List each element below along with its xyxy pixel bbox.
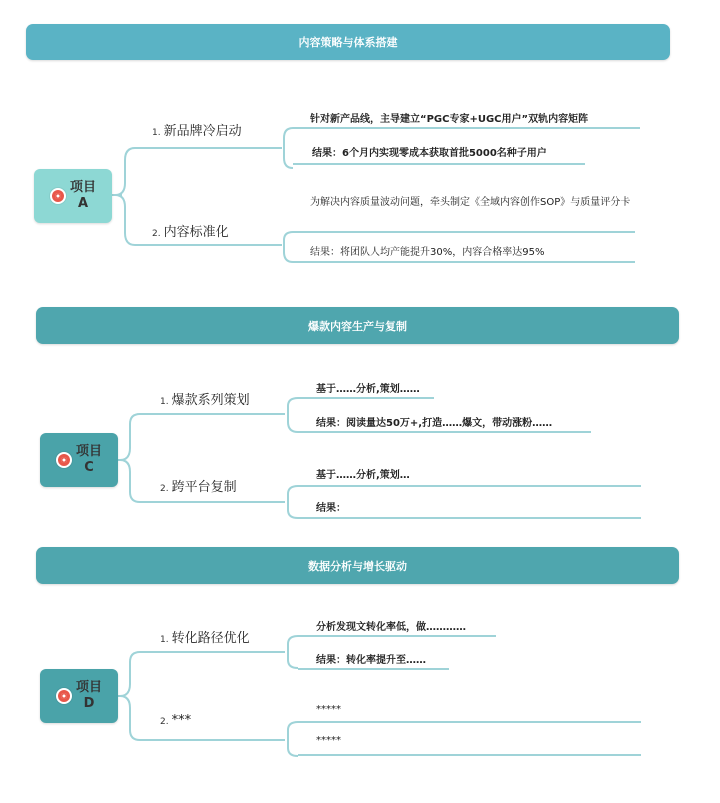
- section-banner-a: [26, 24, 670, 60]
- hub-label-line2: D: [83, 696, 95, 711]
- leaf-text: 针对新产品线，主导建立“PGC专家+UGC用户”双轨内容矩阵: [310, 114, 589, 125]
- branch-text: 新品牌冷启动: [163, 124, 242, 139]
- section-banner-d: [36, 547, 679, 584]
- leaf-text: 结果：: [316, 503, 346, 514]
- branch-number: 1.: [152, 128, 161, 138]
- leaf-text: 基于……分析,策划…: [316, 470, 410, 481]
- branch-text: 内容标准化: [163, 225, 229, 240]
- branch-label: [160, 627, 250, 646]
- leaf-text: 结果：阅读量达50万+,打造……爆文，带动涨粉……: [316, 418, 553, 429]
- branch-number: 1.: [160, 635, 169, 645]
- leaf-underline: [298, 721, 641, 723]
- leaf-underline: [298, 754, 641, 756]
- leaf-text: 结果：将团队人均产能提升30%，内容合格率达95%: [310, 247, 545, 258]
- target-icon: [56, 688, 72, 704]
- leaf-text: 分析发现文转化率低，做…………: [316, 622, 466, 633]
- branch-label: [152, 120, 242, 139]
- branch-number: 2.: [152, 229, 161, 239]
- branch-number: 2.: [160, 717, 169, 727]
- hub-label-line1: 项目: [75, 680, 102, 695]
- branch-text: ***: [171, 713, 192, 728]
- section-title: 内容策略与体系搭建: [298, 36, 398, 49]
- project-hub-d: [40, 669, 118, 723]
- branch-number: 2.: [160, 484, 169, 494]
- leaf-underline: [298, 668, 449, 670]
- hub-label-line1: 项目: [69, 180, 96, 195]
- section-banner-c: [36, 307, 679, 344]
- branch-label: [152, 221, 229, 240]
- leaf-text: 结果：转化率提升至……: [316, 655, 426, 666]
- branch-label: [160, 476, 237, 495]
- branch-text: 爆款系列策划: [171, 393, 250, 408]
- leaf-underline: [293, 231, 635, 233]
- leaf-underline: [293, 127, 640, 129]
- leaf-underline: [298, 635, 496, 637]
- section-title: 数据分析与增长驱动: [308, 559, 407, 573]
- project-hub-c: [40, 433, 118, 487]
- project-hub-a: [34, 169, 112, 223]
- hub-label-line1: 项目: [75, 444, 102, 459]
- branch-label: [160, 713, 191, 728]
- leaf-underline: [298, 431, 591, 433]
- leaf-underline: [293, 163, 585, 165]
- section-title: 爆款内容生产与复制: [308, 319, 407, 333]
- target-icon: [56, 452, 72, 468]
- leaf-text: 为解决内容质量波动问题，牵头制定《全域内容创作SOP》与质量评分卡: [310, 197, 631, 208]
- hub-label-line2: A: [77, 196, 89, 211]
- leaf-text: *****: [316, 735, 341, 746]
- leaf-text: 结果：6个月内实现零成本获取首批5000名种子用户: [312, 148, 547, 159]
- branch-number: 1.: [160, 397, 169, 407]
- branch-text: 转化路径优化: [171, 631, 250, 646]
- leaf-underline: [298, 397, 434, 399]
- target-icon: [50, 188, 66, 204]
- leaf-text: 基于……分析,策划……: [316, 384, 420, 395]
- leaf-underline: [298, 485, 641, 487]
- leaf-underline: [293, 261, 635, 263]
- branch-label: [160, 389, 250, 408]
- branch-text: 跨平台复制: [171, 480, 237, 495]
- leaf-underline: [298, 517, 641, 519]
- hub-label-line2: C: [84, 460, 94, 475]
- leaf-text: *****: [316, 704, 341, 715]
